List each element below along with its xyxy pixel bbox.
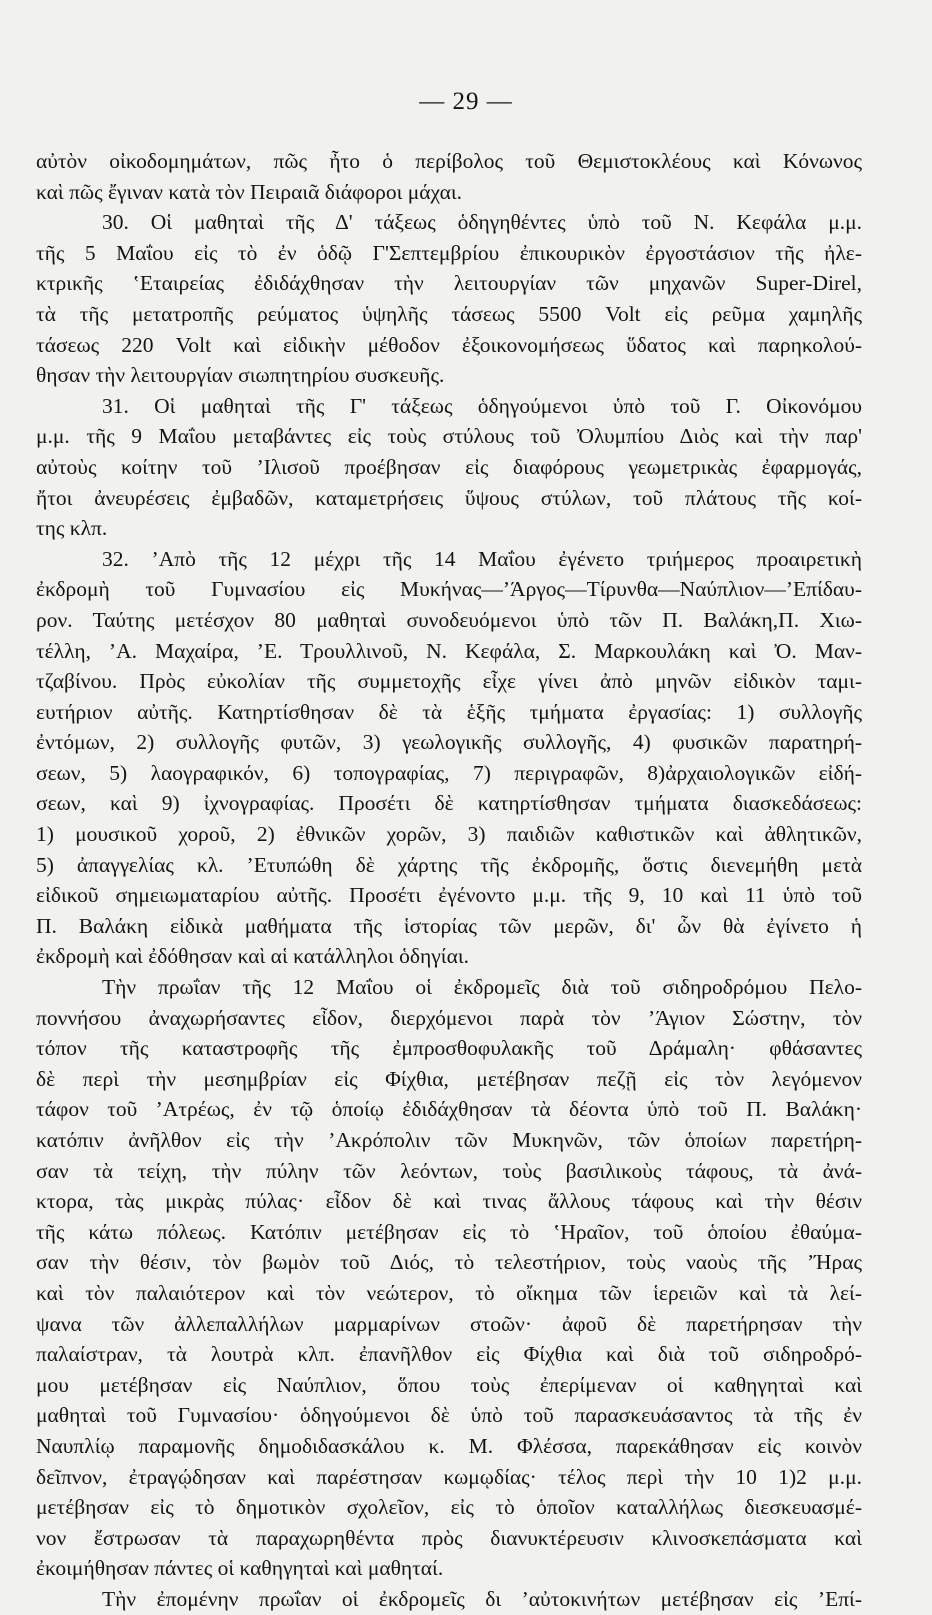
text-line: νον ἔστρωσαν τὰ παραχωρηθέντα πρὸς διανυκτέρευσιν κλινοσκεπάσματα καὶ	[36, 1525, 862, 1550]
text-line: αὐτὸν οἰκοδομημάτων, πῶς ἦτο ὁ περίβολος τοῦ Θεμιστοκλέους καὶ Κόνωνος	[36, 149, 862, 173]
text-line: ψανα τῶν ἀλλεπαλλήλων μαρμαρίνων στοῶν· ἀφοῦ δὲ παρετήρησαν τὴν	[36, 1311, 862, 1336]
text-line: παλαίστραν, τὰ λουτρὰ κλπ. ἐπανῆλθον εἰς Φίχθια καὶ διὰ τοῦ σιδηροδρό-	[36, 1342, 862, 1367]
text-line: κτορα, τὰς μικρὰς πύλας· εἶδον δὲ καὶ τινας ἄλλους τάφους καὶ τὴν θέσιν	[36, 1189, 862, 1214]
text-line: μ.μ. τῆς 9 Μαΐου μεταβάντες εἰς τοὺς στύλους τοῦ Ὀλυμπίου Διὸς καὶ τὴν παρ'	[36, 424, 862, 449]
text-line: αὐτοὺς κοίτην τοῦ ʼΙλισοῦ προέβησαν εἰς διαφόρους γεωμετρικὰς ἐφαρμογάς,	[36, 454, 862, 479]
text-line: 31. Οἱ μαθηταὶ τῆς Γ' τάξεως ὁδηγούμενοι ὑπὸ τοῦ Γ. Οἰκονόμου	[102, 393, 862, 418]
text-line: σαν τὰ τείχη, τὴν πύλην τῶν λεόντων, τοὺς βασιλικοὺς τάφους, τὰ ἀνά-	[36, 1158, 862, 1183]
page-number: — 29 —	[419, 88, 513, 115]
text-line: τάφον τοῦ ʼΑτρέως, ἐν τῷ ὁποίῳ ἐδιδάχθησαν τὰ δέοντα ὑπὸ τοῦ Π. Βαλάκη·	[36, 1097, 862, 1122]
text-line: ἐκδρομὴ τοῦ Γυμνασίου εἰς Μυκήνας—ʼΆργος—Τίρυνθα—Ναύπλιον—ʼΕπίδαυ-	[36, 577, 862, 602]
text-line: ρον. Ταύτης μετέσχον 80 μαθηταὶ συνοδευόμενοι ὑπὸ τῶν Π. Βαλάκη,Π. Χιω-	[36, 607, 862, 632]
text-line: σεων, καὶ 9) ἰχνογραφίας. Προσέτι δὲ κατηρτίσθησαν τμήματα διασκεδάσεως:	[36, 791, 862, 816]
text-line: τῆς κάτω πόλεως. Κατόπιν μετέβησαν εἰς τὸ ʽΗραῖον, τοῦ ὁποίου ἐθαύμα-	[36, 1219, 862, 1244]
text-line: Ναυπλίῳ παραμονῆς δημοδιδασκάλου κ. Μ. Φλέσσα, παρεκάθησαν εἰς κοινὸν	[36, 1433, 862, 1458]
text-line: δεῖπνον, ἐτραγῴδησαν καὶ παρέστησαν κωμῳδίας· τέλος περὶ τὴν 10 1)2 μ.μ.	[36, 1464, 862, 1489]
text-line: εἰδικοῦ σημειωματαρίου αὐτῆς. Προσέτι ἐγένοντο μ.μ. τῆς 9, 10 καὶ 11 ὑπὸ τοῦ	[36, 883, 862, 908]
text-line: τάσεως 220 Volt καὶ εἰδικὴν μέθοδον ἐξοικονομήσεως ὕδατος καὶ παρηκολού-	[36, 332, 862, 357]
text-line: Π. Βαλάκη εἰδικὰ μαθήματα τῆς ἱστορίας τῶν μερῶν, δι' ὧν θὰ ἐγίνετο ἡ	[36, 913, 862, 938]
body-text	[36, 146, 862, 1615]
text-line: 5) ἀπαγγελίας κλ. ʼΕτυπώθη δὲ χάρτης τῆς ἐκδρομῆς, ὅστις διενεμήθη μετὰ	[36, 852, 862, 877]
text-line: της κλπ.	[36, 516, 108, 541]
text-line: τζαβίνου. Πρὸς εὐκολίαν τῆς συμμετοχῆς εἶχε γίνει ἀπὸ μηνῶν εἰδικὸν ταμι-	[36, 669, 862, 694]
text-line: μετέβησαν εἰς τὸ δημοτικὸν σχολεῖον, εἰς τὸ ὁποῖον καταλλήλως διεσκευασμέ-	[36, 1495, 862, 1520]
text-line: 32. ʼΑπὸ τῆς 12 μέχρι τῆς 14 Μαΐου ἐγένετο τριήμερος προαιρετικὴ	[102, 546, 862, 571]
text-line: τέλλη, ʼΑ. Μαχαίρα, ʼΕ. Τρουλλινοῦ, Ν. Κεφάλα, Σ. Μαρκουλάκη καὶ Ὀ. Μαν-	[36, 638, 862, 663]
text-line: θησαν τὴν λειτουργίαν σιωπητηρίου συσκευῆς.	[36, 363, 445, 388]
text-line: σεων, 5) λαογραφικόν, 6) τοπογραφίας, 7) περιγραφῶν, 8)ἀρχαιολογικῶν εἰδή-	[36, 760, 862, 785]
text-line: 30. Οἱ μαθηταὶ τῆς Δ' τάξεως ὁδηγηθέντες ὑπὸ τοῦ Ν. Κεφάλα μ.μ.	[102, 210, 862, 235]
text-line: τῆς 5 Μαΐου εἰς τὸ ἐν ὁδῷ Γ'Σεπτεμβρίου ἐπικουρικὸν ἐργοστάσιον τῆς ἠλε-	[36, 240, 862, 265]
text-line: ποννήσου ἀναχωρήσαντες εἶδον, διερχόμενοι παρὰ τὸν ʼΆγιον Σώστην, τὸν	[36, 1005, 862, 1030]
text-line: μαθηταὶ τοῦ Γυμνασίου· ὁδηγούμενοι δὲ ὑπὸ τοῦ παρασκευάσαντος τὰ τῆς ἐν	[36, 1403, 862, 1428]
text-line: μου μετέβησαν εἰς Ναύπλιον, ὅπου τοὺς ἐπερίμεναν οἱ καθηγηταὶ καὶ	[36, 1372, 862, 1397]
text-line: δὲ περὶ τὴν μεσημβρίαν εἰς Φίχθια, μετέβησαν πεζῇ εἰς τὸν λεγόμενον	[36, 1066, 862, 1091]
text-line: Τὴν πρωΐαν τῆς 12 Μαΐου οἱ ἐκδρομεῖς διὰ τοῦ σιδηροδρόμου Πελο-	[102, 975, 862, 1000]
text-line: καὶ τὸν παλαιότερον καὶ τὸν νεώτερον, τὸ οἴκημα τῶν ἱερειῶν καὶ τὰ λεί-	[36, 1280, 862, 1305]
text-line: ἤτοι ἀνευρέσεις ἐμβαδῶν, καταμετρήσεις ὕψους στύλων, τοῦ πλάτους τῆς κοί-	[36, 485, 862, 510]
text-line: καὶ πῶς ἔγιναν κατὰ τὸν Πειραιᾶ διάφοροι μάχαι.	[36, 179, 463, 204]
text-line: ευτήριον αὐτῆς. Κατηρτίσθησαν δὲ τὰ ἑξῆς τμήματα ἐργασίας: 1) συλλογῆς	[36, 699, 862, 724]
text-line: ἐκδρομὴ καὶ ἐδόθησαν καὶ αἱ κατάλληλοι ὁδηγίαι.	[36, 944, 469, 969]
text-line: κτρικῆς ʽΕταιρείας ἐδιδάχθησαν τὴν λειτουργίαν τῶν μηχανῶν Super-Direl,	[36, 271, 862, 296]
text-line: σαν τὴν θέσιν, τὸν βωμὸν τοῦ Διός, τὸ τελεστήριον, τοὺς ναοὺς τῆς ʼΉρας	[36, 1250, 862, 1275]
text-line: Τὴν ἐπομένην πρωΐαν οἱ ἐκδρομεῖς δι ʼαὐτοκινήτων μετέβησαν εἰς ʼΕπί-	[102, 1586, 862, 1611]
text-line: ἐντόμων, 2) συλλογῆς φυτῶν, 3) γεωλογικῆς συλλογῆς, 4) φυσικῶν παρατηρή-	[36, 730, 862, 755]
text-line: τόπον τῆς καταστροφῆς τῆς ἐμπροσθοφυλακῆς τοῦ Δράμαλη· φθάσαντες	[36, 1036, 862, 1061]
text-line: ἐκοιμήθησαν πάντες οἱ καθηγηταὶ καὶ μαθηταί.	[36, 1556, 444, 1581]
text-line: τὰ τῆς μετατροπῆς ρεύματος ὑψηλῆς τάσεως 5500 Volt εἰς ρεῦμα χαμηλῆς	[36, 301, 862, 326]
text-line: κατόπιν ἀνῆλθον εἰς τὴν ʼΑκρόπολιν τῶν Μυκηνῶν, τῶν ὁποίων παρετήρη-	[36, 1128, 862, 1152]
text-line: 1) μουσικοῦ χοροῦ, 2) ἐθνικῶν χορῶν, 3) παιδιῶν καθιστικῶν καὶ ἀθλητικῶν,	[36, 822, 862, 847]
